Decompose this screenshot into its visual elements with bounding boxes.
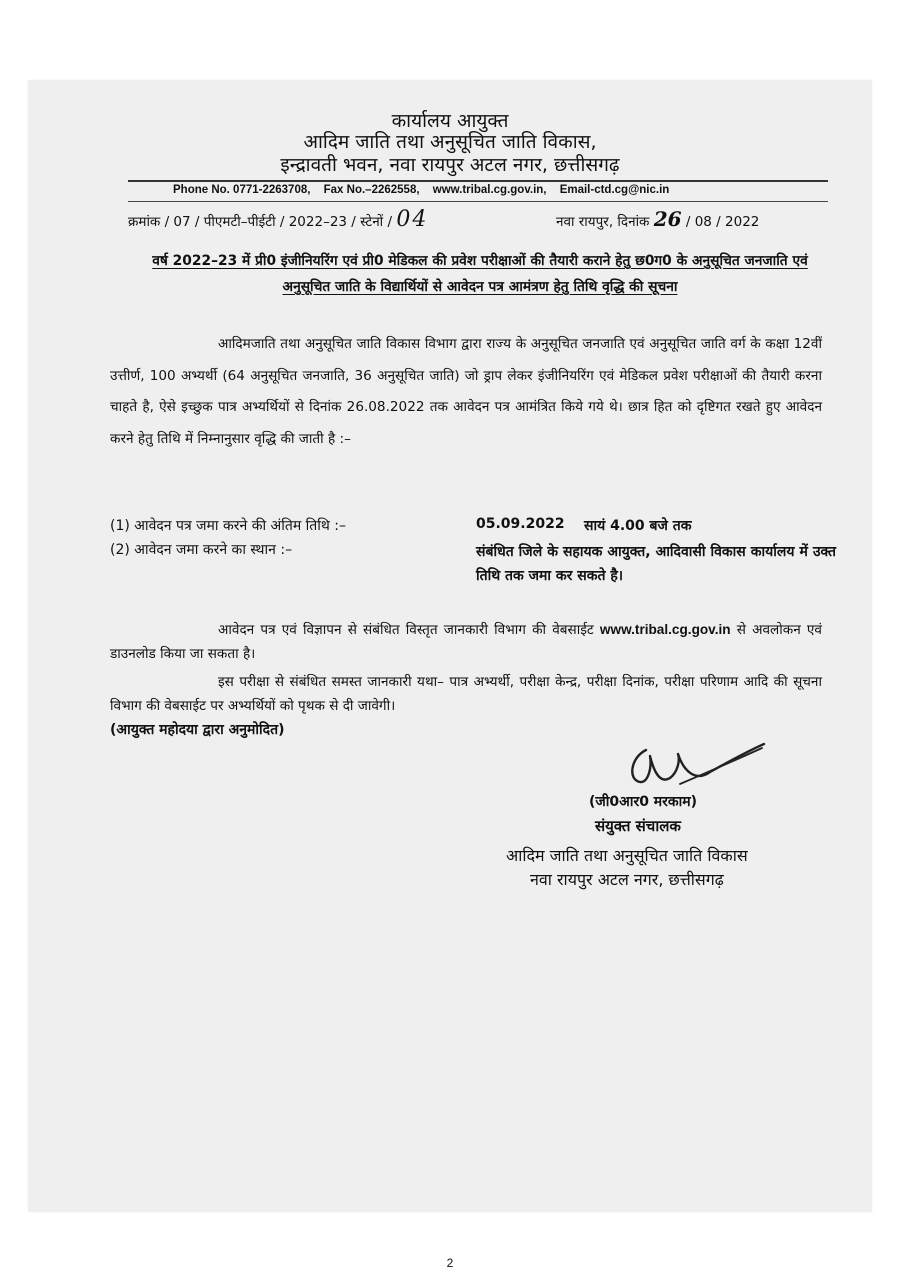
reference-handwritten-number: 04 [396, 207, 429, 232]
department-title: आदिम जाति तथा अनुसूचित जाति विकास, [303, 131, 597, 153]
approval-note: (आयुक्त महोदया द्वारा अनुमोदित) [110, 722, 285, 738]
item-1-date: 05.09.2022 [476, 516, 565, 532]
website-link: www.tribal.cg.gov.in, [432, 184, 547, 196]
fax-number: Fax No.–2262558, [323, 184, 420, 196]
header-divider [128, 180, 828, 182]
signatory-place: नवा रायपुर अटल नगर, छत्तीसगढ़ [530, 870, 724, 889]
para2-end: से अवलोकन एवं डाउनलोड किया जा सकता है। [110, 622, 822, 662]
body-paragraph-2 [110, 618, 822, 666]
contact-line [173, 184, 679, 196]
item-2-value: संबंधित जिले के सहायक आयुक्त, आदिवासी विकास कार्यालय में उक्त तिथि तक जमा कर सकते है। [476, 544, 836, 584]
signatory-title: संयुक्त संचालक [595, 817, 681, 835]
body-paragraph-1: आदिमजाति तथा अनुसूचित जाति विकास विभाग द्वारा राज्य के अनुसूचित जनजाति एवं अनुसूचित जाति वर्ग के कक्षा 12वीं उत्तीर्ण, 100 अभ्यर्थी (64 अनुसूचित जनजाति, 36 अनुसूचित जाति) जो ड्राप लेकर इंजीनियरिंग एवं मेडिकल प्रवेश परीक्षाओं की तैयारी करना चाहते है, ऐसे इच्छुक पात्र अभ्यर्थियों से दिनांक 26.08.2022 तक आवेदन पत्र आमंत्रित किये गये थे। छात्र हित को दृष्टिगत रखते हुए आवेदन करने हेतु तिथि में निम्नानुसार वृद्धि की जाती है :– [110, 336, 822, 447]
contact-divider [128, 201, 828, 202]
item-1-label: (1) आवेदन पत्र जमा करने की अंतिम तिथि :– [110, 518, 346, 534]
item-1-time: सायं 4.00 बजे तक [584, 518, 692, 534]
reference-prefix: क्रमांक / 07 / पीएमटी–पीईटी / 2022–23 / स्टेनों / [128, 214, 393, 230]
office-address: इन्द्रावती भवन, नवा रायपुर अटल नगर, छत्तीसगढ़ [280, 154, 620, 176]
date-rest: / 08 / 2022 [685, 214, 760, 230]
email-address: Email-ctd.cg@nic.in [559, 184, 670, 196]
signatory-department: आदिम जाति तथा अनुसूचित जाति विकास [506, 846, 748, 865]
signature-mark [618, 738, 768, 798]
signatory-name: (जी0आर0 मरकाम) [589, 794, 698, 810]
body-paragraph-3: इस परीक्षा से संबंधित समस्त जानकारी यथा– पात्र अभ्यर्थी, परीक्षा केन्द्र, परीक्षा दिनांक, परीक्षा परिणाम आदि की सूचना विभाग की वेबसाईट पर अभ्यर्थियों को पृथक से दी जावेगी। [110, 674, 822, 714]
item-2-label: (2) आवेदन जमा करने का स्थान :– [110, 542, 293, 558]
date-prefix: नवा रायपुर, दिनांक [556, 214, 650, 230]
para2-start: आवेदन पत्र एवं विज्ञापन से संबंधित विस्तृत जानकारी विभाग की वेबसाईट [218, 622, 594, 638]
document-page [28, 80, 872, 1212]
website-reference: www.tribal.cg.gov.in [599, 622, 731, 637]
reference-number [128, 207, 428, 232]
phone-number: Phone No. 0771-2263708, [173, 184, 311, 196]
date-handwritten-day: 26 [653, 207, 682, 231]
date-line [556, 207, 759, 231]
page-number: 2 [446, 1256, 454, 1270]
office-title: कार्यालय आयुक्त [391, 110, 509, 132]
subject-heading: वर्ष 2022–23 में प्री0 इंजीनियरिंग एवं प्री0 मेडिकल की प्रवेश परीक्षाओं की तैयारी कराने हेतु छ0ग0 के अनुसूचित जनजाति एवं अनुसूचित जाति के विद्यार्थियों से आवेदन पत्र आमंत्रण हेतु तिथि वृद्धि की सूचना [152, 253, 808, 295]
